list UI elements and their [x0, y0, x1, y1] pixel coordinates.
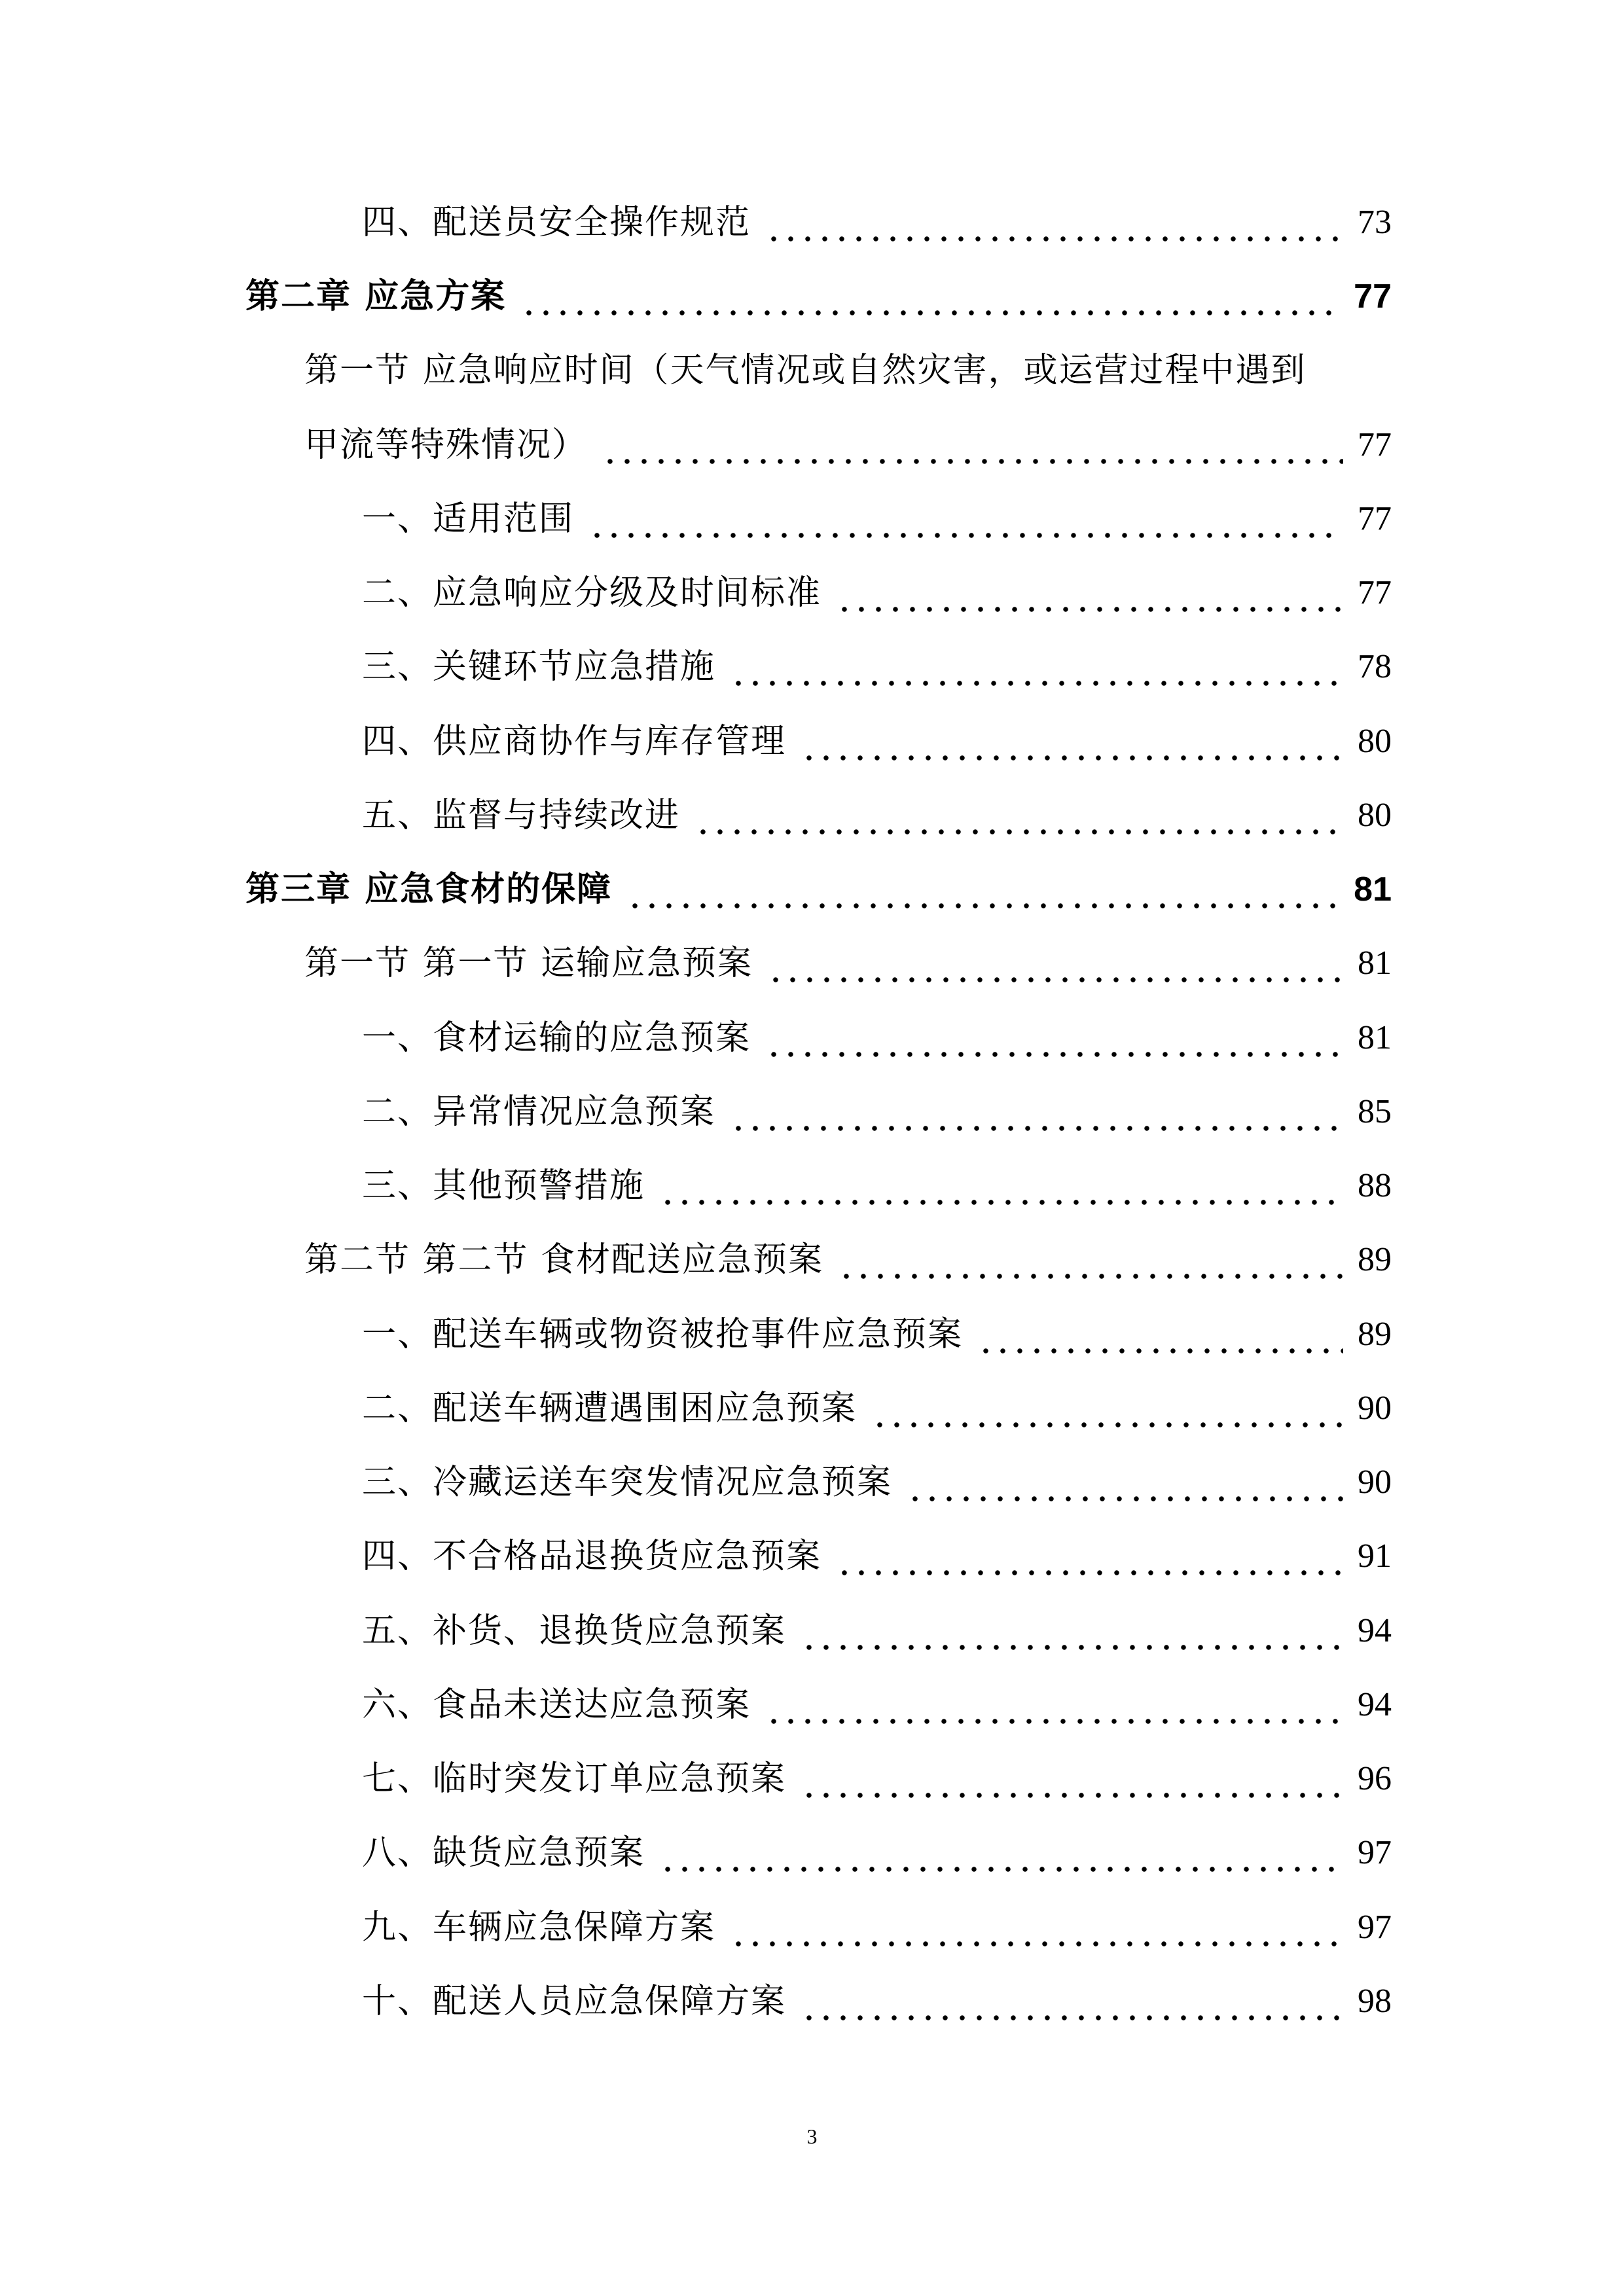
dot-leader: [659, 1827, 1343, 1879]
toc-entry[interactable]: [362, 1753, 1392, 1805]
toc-page-number: 80: [1358, 723, 1392, 760]
toc-entry[interactable]: [362, 1975, 1392, 2028]
toc-page-number: 88: [1358, 1167, 1392, 1204]
toc-page-number: 80: [1358, 797, 1392, 834]
toc-page-number: 97: [1358, 1834, 1392, 1871]
dot-leader: [871, 1382, 1343, 1435]
toc-page-number: 85: [1358, 1093, 1392, 1130]
toc-entry[interactable]: [362, 196, 1392, 249]
toc-section-title-line1[interactable]: 第一节 应急响应时间（天气情况或自然灾害，或运营过程中遇到: [304, 351, 1307, 390]
toc-entry[interactable]: [362, 715, 1392, 768]
toc-page-number: 91: [1358, 1537, 1392, 1575]
toc-entry[interactable]: [362, 567, 1392, 619]
toc-page-number: 77: [1358, 574, 1392, 611]
toc-page-number: 77: [1354, 278, 1392, 315]
toc-entry-title: 四、配送员安全操作规范: [362, 203, 751, 242]
toc-entry[interactable]: [362, 1530, 1392, 1583]
dot-leader: [626, 863, 1339, 916]
toc-chapter-title: 第三章 应急食材的保障: [245, 870, 613, 909]
toc-entry[interactable]: [362, 1827, 1392, 1879]
toc-entry[interactable]: [362, 1901, 1392, 1954]
toc-entry-title: 五、监督与持续改进: [362, 796, 681, 835]
dot-leader: [588, 493, 1343, 545]
toc-entry[interactable]: [362, 1456, 1392, 1509]
toc-entry-title: 一、适用范围: [362, 499, 575, 539]
toc-entry-title: 四、不合格品退换货应急预案: [362, 1537, 822, 1576]
dot-leader: [659, 1160, 1343, 1212]
toc-chapter-title: 第二章 应急方案: [245, 277, 507, 316]
toc-entry-title: 四、供应商协作与库存管理: [362, 722, 787, 761]
toc-page-number: 73: [1358, 204, 1392, 241]
toc-entry-title: 五、补货、退换货应急预案: [362, 1611, 787, 1651]
dot-leader: [767, 937, 1343, 990]
toc-entry[interactable]: [362, 641, 1392, 693]
toc-page-number: 97: [1358, 1909, 1392, 1946]
toc-entry-title: 二、异常情况应急预案: [362, 1092, 716, 1132]
toc-page-number: 81: [1354, 870, 1392, 908]
toc-page-number: 94: [1358, 1686, 1392, 1723]
dot-leader: [801, 1753, 1343, 1805]
toc-entry[interactable]: [362, 1679, 1392, 1731]
dot-leader: [838, 1234, 1343, 1286]
dot-leader: [695, 789, 1343, 842]
toc-entry[interactable]: [362, 493, 1392, 545]
toc-entry[interactable]: [362, 1160, 1392, 1212]
toc-entry-title: 六、食品未送达应急预案: [362, 1685, 751, 1725]
dot-leader: [801, 1975, 1343, 2028]
toc-section-entry[interactable]: [304, 1234, 1392, 1286]
dot-leader: [765, 196, 1343, 249]
toc-section-title: 第二节 第二节 食材配送应急预案: [304, 1240, 824, 1280]
dot-leader: [836, 1530, 1343, 1583]
toc-entry-title: 九、车辆应急保障方案: [362, 1908, 716, 1947]
toc-section-entry[interactable]: [304, 419, 1392, 471]
dot-leader: [730, 1901, 1343, 1954]
toc-page-number: 77: [1358, 426, 1392, 463]
toc-page-number: 78: [1358, 648, 1392, 685]
toc-entry-title: 一、食材运输的应急预案: [362, 1018, 751, 1058]
toc-entry-title: 八、缺货应急预案: [362, 1833, 645, 1873]
dot-leader: [520, 270, 1339, 323]
dot-leader: [765, 1012, 1343, 1064]
toc-chapter-entry[interactable]: [245, 863, 1392, 916]
toc-chapter-entry[interactable]: [245, 270, 1392, 323]
dot-leader: [907, 1456, 1343, 1509]
toc-page-number: 81: [1358, 944, 1392, 982]
dot-leader: [602, 419, 1343, 471]
toc-entry[interactable]: [362, 1605, 1392, 1657]
page-number: 3: [806, 2125, 818, 2148]
toc-page-number: 94: [1358, 1612, 1392, 1649]
toc-entry-title: 三、冷藏运送车突发情况应急预案: [362, 1463, 893, 1502]
toc-entry-title: 一、配送车辆或物资被抢事件应急预案: [362, 1315, 964, 1354]
toc-page-number: 96: [1358, 1760, 1392, 1797]
toc-page-number: 90: [1358, 1390, 1392, 1427]
toc-page-number: 81: [1358, 1019, 1392, 1056]
toc-entry[interactable]: [362, 1086, 1392, 1138]
dot-leader: [765, 1679, 1343, 1731]
toc-section-entry[interactable]: [304, 937, 1392, 990]
toc-entry-title: 七、临时突发订单应急预案: [362, 1759, 787, 1799]
toc-section-title: 甲流等特殊情况）: [304, 425, 588, 465]
toc-page-number: 89: [1358, 1241, 1392, 1278]
toc-entry-title: 三、其他预警措施: [362, 1166, 645, 1206]
toc-entry-title: 十、配送人员应急保障方案: [362, 1982, 787, 2021]
dot-leader: [801, 715, 1343, 768]
toc-page-number: 89: [1358, 1316, 1392, 1353]
toc-entry[interactable]: [362, 1308, 1392, 1361]
toc-page-number: 98: [1358, 1982, 1392, 2020]
dot-leader: [730, 1086, 1343, 1138]
toc-entry[interactable]: [362, 1382, 1392, 1435]
toc-section-title: 第一节 第一节 运输应急预案: [304, 944, 753, 983]
toc-entry-title: 二、应急响应分级及时间标准: [362, 573, 822, 613]
dot-leader: [977, 1308, 1343, 1361]
toc-entry[interactable]: [362, 1012, 1392, 1064]
toc-entry-title: 三、关键环节应急措施: [362, 647, 716, 687]
dot-leader: [801, 1605, 1343, 1657]
toc-page-number: 77: [1358, 500, 1392, 537]
dot-leader: [836, 567, 1343, 619]
toc-entry-title: 二、配送车辆遭遇围困应急预案: [362, 1389, 857, 1428]
toc-entry[interactable]: [362, 789, 1392, 842]
toc-page-number: 90: [1358, 1463, 1392, 1501]
dot-leader: [730, 641, 1343, 693]
